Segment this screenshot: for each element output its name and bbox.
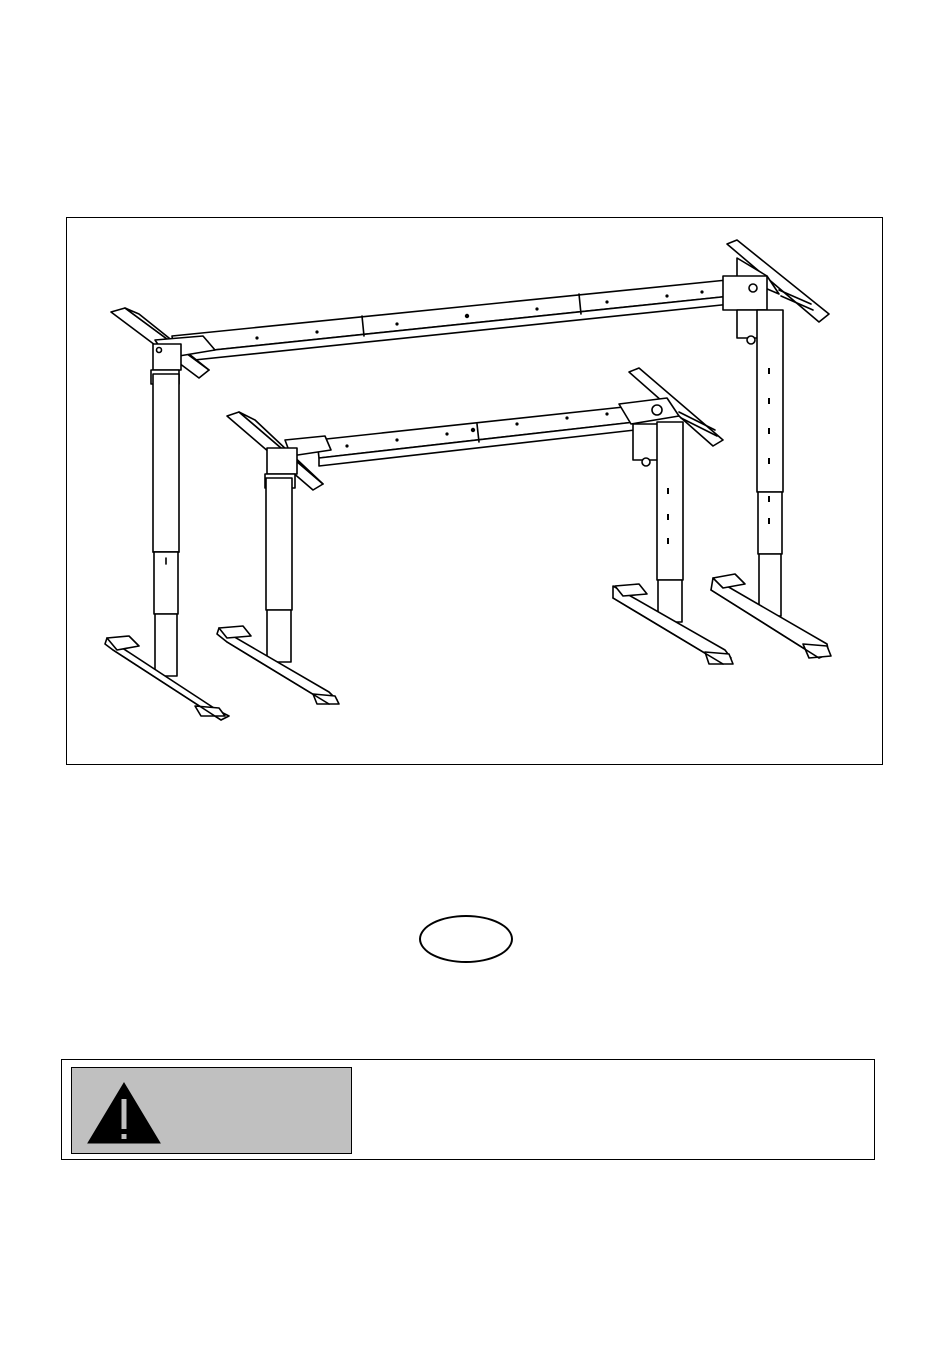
warning-triangle-icon bbox=[86, 1081, 162, 1145]
tall-right-leg bbox=[711, 240, 831, 658]
short-crossbar bbox=[317, 406, 635, 466]
tall-crossbar bbox=[172, 280, 731, 362]
page-number-oval bbox=[419, 915, 513, 963]
desk-frame-illustration bbox=[67, 218, 884, 766]
figure-frame bbox=[66, 217, 883, 765]
warning-panel bbox=[71, 1067, 352, 1154]
tall-left-leg bbox=[105, 308, 229, 720]
warning-box bbox=[61, 1059, 875, 1160]
short-right-leg bbox=[613, 368, 733, 664]
